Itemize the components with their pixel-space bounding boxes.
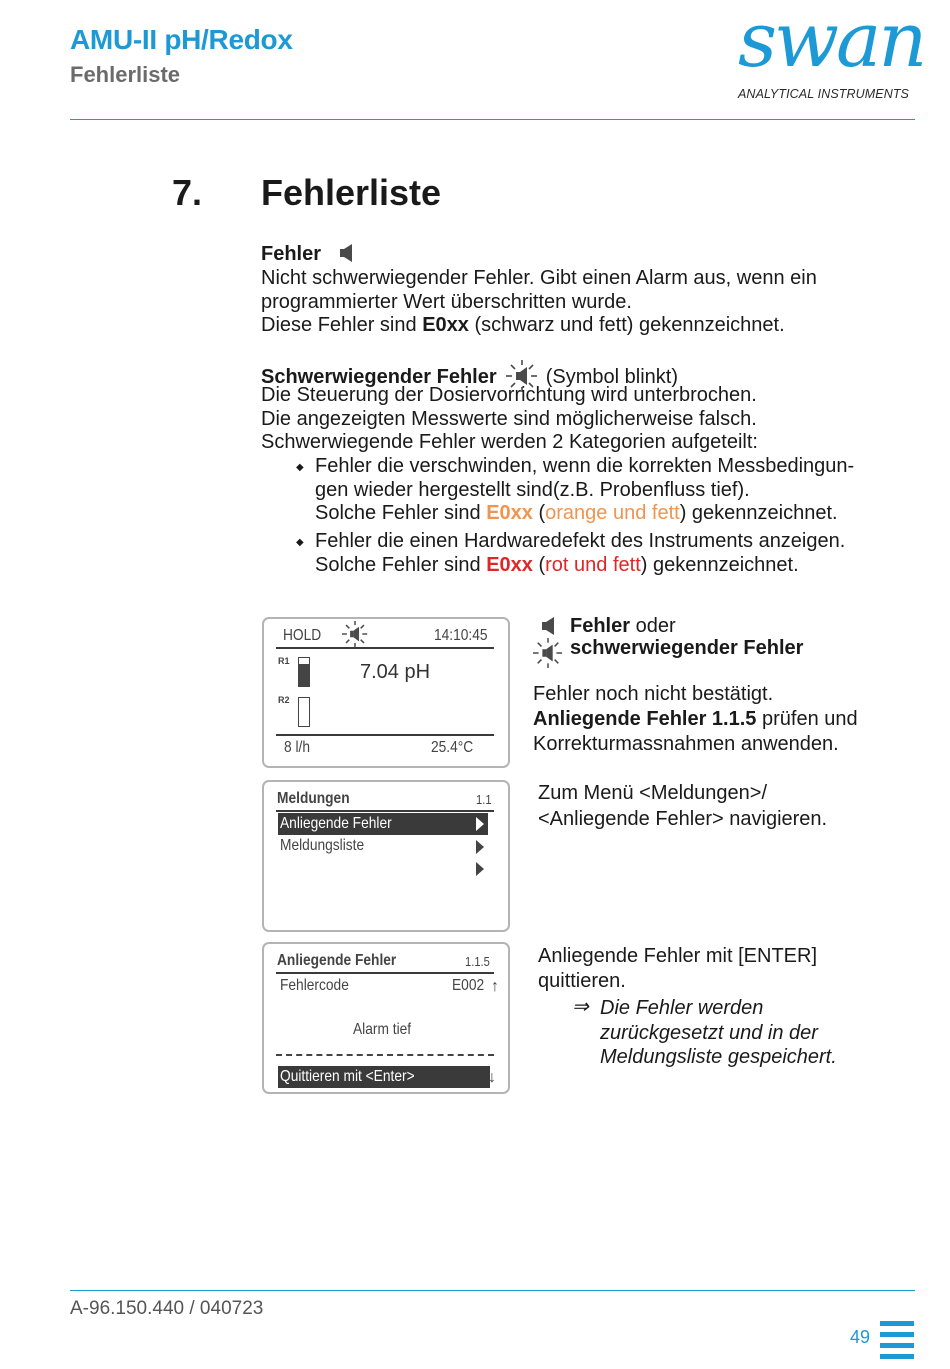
swan-logo: swan (738, 0, 925, 84)
relay-2-label: R2 (278, 695, 290, 705)
fehler-line-3-post: (schwarz und fett) gekennzeichnet. (468, 314, 785, 336)
color-label-orange: orange und fett (545, 502, 680, 524)
menu-item-meldungsliste[interactable] (278, 837, 488, 859)
display-measurement (262, 617, 510, 768)
schwer-line-3: Schwerwiegende Fehler werden 2 Kategorien aufgeteilt: (261, 431, 758, 453)
bullet-diamond-icon: ◆ (296, 462, 304, 473)
arrow-right-icon (476, 840, 484, 854)
schwer-line-2: Die angezeigten Messwerte sind möglicherweise falsch. (261, 407, 757, 430)
bullet-1-line-1: Fehler die verschwinden, wenn die korrekten Messbedingun- (315, 455, 855, 477)
speaker-blinking-icon (533, 638, 563, 668)
hold-indicator: HOLD (283, 627, 322, 644)
fehler-line-3-pre: Diese Fehler sind (261, 314, 423, 336)
display-divider (276, 734, 494, 736)
desc1-line-1 (570, 615, 676, 639)
fehler-heading-row (261, 243, 355, 267)
chapter-number: 7. (172, 172, 203, 213)
desc1-line-p2 (533, 707, 858, 732)
screen-title: Anliegende Fehler (277, 952, 397, 969)
measured-value: 7.04 pH (360, 661, 431, 683)
error-code-orange: E0xx (486, 502, 533, 524)
desc3-result-line-3: Meldungsliste gespeichert. (600, 1046, 837, 1068)
chapter-title: Fehlerliste (261, 172, 442, 213)
desc3-result-line-1: Die Fehler werden (600, 997, 764, 1019)
implies-arrow-icon: ⇒ (572, 996, 589, 1018)
display-divider (276, 972, 494, 974)
menu-item-anliegende-fehler[interactable] (278, 813, 488, 835)
page-marker-bar (880, 1332, 914, 1337)
page-marker-bar (880, 1343, 914, 1348)
fehler-line-1: Nicht schwerwiegender Fehler. Gibt einen Alarm aus, wenn ein (261, 267, 817, 289)
menu-title: Meldungen (277, 790, 350, 807)
speaker-icon (339, 243, 355, 263)
desc3-result-line-2: zurückgesetzt und in der (600, 1021, 818, 1044)
screen-number: 1.1.5 (465, 954, 490, 969)
footer-divider (70, 1290, 915, 1291)
desc1-schwer: schwerwiegender Fehler (570, 637, 804, 659)
schwer-line-1: Die Steuerung der Dosiervorrichtung wird unterbrochen. (261, 384, 757, 406)
document-title: AMU-II pH/Redox (70, 24, 293, 55)
relay-1-bar (298, 657, 310, 687)
menu-item-label: Meldungsliste (280, 837, 365, 854)
fehler-heading: Fehler (261, 243, 322, 265)
schwer-heading: Schwerwiegender Fehler (261, 366, 497, 388)
desc1-line-p1: Fehler noch nicht bestätigt. (533, 683, 774, 705)
desc2 (538, 780, 827, 832)
bullet-1-post: ) gekennzeichnet. (679, 502, 838, 524)
desc3 (538, 944, 817, 994)
desc3-line-2: quittieren. (538, 970, 626, 992)
display-divider (276, 647, 494, 649)
bullet-diamond-icon: ◆ (296, 537, 304, 548)
acknowledge-button[interactable] (278, 1066, 490, 1088)
error-code-black: E0xx (422, 314, 469, 336)
error-code-label: Fehlercode (280, 977, 349, 994)
alarm-message: Alarm tief (353, 1021, 412, 1038)
relay-2-bar (298, 697, 310, 727)
bullet-item-1 (315, 455, 854, 526)
display-meldungen-menu (262, 780, 510, 932)
dashed-divider (276, 1054, 494, 1056)
error-code-red: E0xx (486, 553, 533, 576)
bullet-1-open: ( (532, 502, 546, 524)
bullet-2-pre: Solche Fehler sind (315, 553, 487, 576)
desc1-line-p3: Korrekturmassnahmen anwenden. (533, 733, 839, 755)
speaker-blinking-icon (342, 621, 368, 647)
arrow-up-icon[interactable]: ↑ (491, 978, 499, 995)
fehler-line-3 (261, 314, 817, 338)
arrow-down-icon[interactable]: ↓ (488, 1069, 496, 1086)
desc2-line-1: Zum Menü <Meldungen>/ (538, 782, 768, 804)
desc3-line-1: Anliegende Fehler mit [ENTER] (538, 945, 818, 967)
menu-item-label: Anliegende Fehler (280, 815, 392, 832)
desc1-pruefen: prüfen und (756, 708, 858, 730)
flow-value: 8 l/h (284, 739, 311, 756)
menu-number: 1.1 (476, 792, 492, 807)
bullet-item-2 (315, 530, 845, 577)
color-label-red: rot und fett (545, 553, 641, 576)
page-marker-bar (880, 1321, 914, 1326)
error-code-value: E002 (452, 977, 485, 994)
bullet-1-pre: Solche Fehler sind (315, 502, 487, 524)
bullet-2-line-2 (315, 554, 845, 578)
relay-1-label: R1 (278, 656, 290, 666)
logo-tagline: ANALYTICAL INSTRUMENTS (738, 87, 909, 101)
bullet-2-line-1: Fehler die einen Hardwaredefekt des Instruments anzeigen. (315, 530, 846, 552)
bullet-2-open: ( (532, 553, 546, 576)
fehler-line-2: programmierter Wert überschritten wurde. (261, 290, 632, 313)
desc1-body (533, 682, 858, 757)
schwer-heading-note: (Symbol blinkt) (545, 366, 679, 388)
display-anliegende-fehler (262, 942, 510, 1094)
header-divider (70, 119, 915, 120)
bullet-2-post: ) gekennzeichnet. (640, 553, 799, 576)
acknowledge-label: Quittieren mit <Enter> (280, 1068, 415, 1085)
desc1-oder: oder (630, 615, 676, 637)
temperature-value: 25.4°C (431, 739, 474, 756)
speaker-icon (541, 616, 557, 636)
bullet-1-line-3 (315, 502, 854, 526)
desc1-menu-ref: Anliegende Fehler 1.1.5 (533, 708, 757, 730)
clock-time: 14:10:45 (434, 627, 488, 644)
desc1-fehler: Fehler (570, 615, 631, 637)
document-subtitle: Fehlerliste (70, 62, 181, 87)
fehler-text (261, 267, 817, 338)
page-marker-bar (880, 1354, 914, 1359)
arrow-right-icon (476, 862, 484, 876)
schwer-text (261, 384, 758, 455)
desc2-line-2: <Anliegende Fehler> navigieren. (538, 808, 828, 830)
document-code: A-96.150.440 / 040723 (70, 1298, 264, 1319)
bullet-1-line-2: gen wieder hergestellt sind(z.B. Probenfluss tief). (315, 478, 750, 501)
page-number: 49 (850, 1327, 871, 1347)
display-divider (276, 810, 494, 812)
arrow-right-icon (476, 817, 484, 831)
desc3-result (600, 996, 837, 1070)
